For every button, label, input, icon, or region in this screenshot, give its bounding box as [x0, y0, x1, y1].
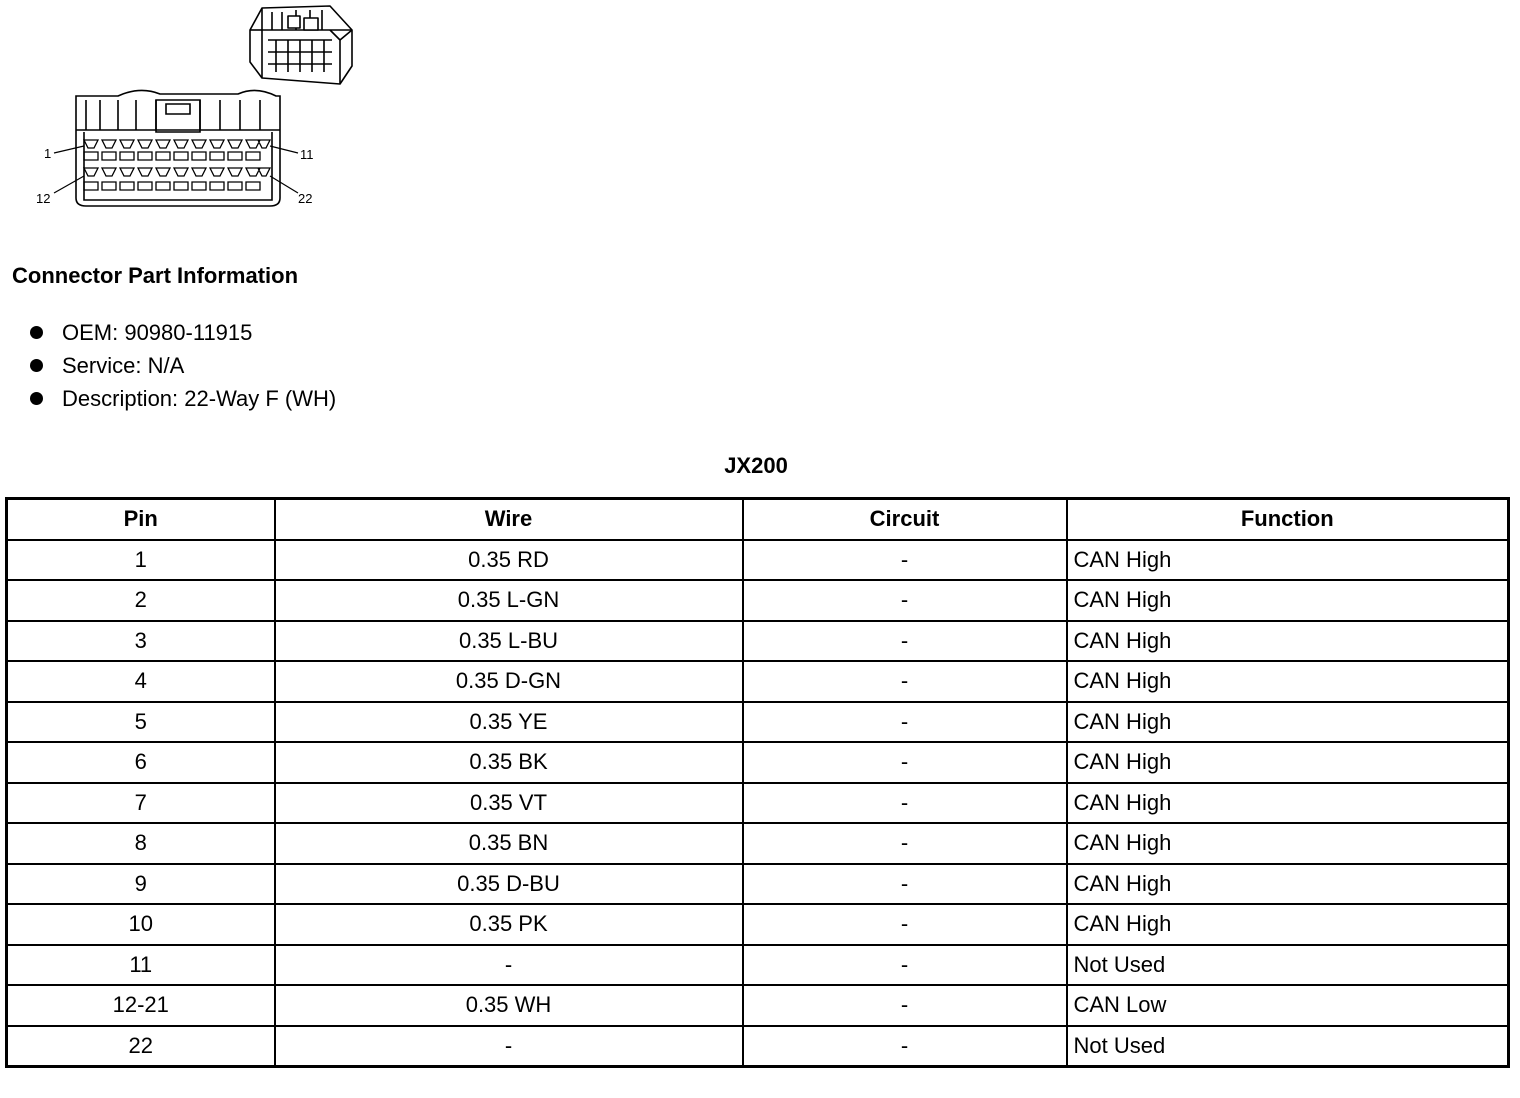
part-info-oem-text: OEM: 90980-11915 — [62, 320, 253, 345]
pin-cell: 1 — [7, 540, 275, 581]
table-row — [7, 945, 1509, 986]
pin-cell: 12-21 — [7, 985, 275, 1026]
pin-cell: 8 — [7, 823, 275, 864]
part-info-service — [28, 349, 336, 382]
wire-cell: 0.35 L-GN — [275, 580, 743, 621]
header-pin: Pin — [7, 499, 275, 540]
wire-cell: 0.35 D-GN — [275, 661, 743, 702]
circuit-cell: - — [743, 783, 1067, 824]
pin-label-12: 12 — [36, 191, 51, 206]
pin-cell: 3 — [7, 621, 275, 662]
table-row — [7, 823, 1509, 864]
table-row — [7, 621, 1509, 662]
table-row — [7, 864, 1509, 905]
function-cell: Not Used — [1067, 1026, 1509, 1067]
connector-table-title: JX200 — [724, 453, 788, 478]
part-info-description — [28, 382, 336, 415]
table-row — [7, 580, 1509, 621]
function-cell: CAN High — [1067, 742, 1509, 783]
circuit-cell: - — [743, 864, 1067, 905]
function-cell: CAN High — [1067, 864, 1509, 905]
table-row — [7, 783, 1509, 824]
pin-cell: 22 — [7, 1026, 275, 1067]
circuit-cell: - — [743, 702, 1067, 743]
circuit-cell: - — [743, 823, 1067, 864]
wire-cell: - — [275, 945, 743, 986]
wire-cell: 0.35 VT — [275, 783, 743, 824]
header-circuit: Circuit — [743, 499, 1067, 540]
wire-cell: 0.35 D-BU — [275, 864, 743, 905]
function-cell: CAN High — [1067, 580, 1509, 621]
header-function: Function — [1067, 499, 1509, 540]
table-row — [7, 904, 1509, 945]
function-cell: CAN High — [1067, 783, 1509, 824]
pin-cell: 5 — [7, 702, 275, 743]
wire-cell: 0.35 PK — [275, 904, 743, 945]
pin-cell: 9 — [7, 864, 275, 905]
pin-cell: 7 — [7, 783, 275, 824]
wire-cell: 0.35 YE — [275, 702, 743, 743]
circuit-cell: - — [743, 904, 1067, 945]
bullet-icon — [30, 392, 43, 405]
function-cell: CAN High — [1067, 540, 1509, 581]
table-header-row — [7, 499, 1509, 540]
circuit-cell: - — [743, 661, 1067, 702]
function-cell: CAN High — [1067, 661, 1509, 702]
pin-label-1: 1 — [44, 146, 52, 161]
function-cell: CAN Low — [1067, 985, 1509, 1026]
wire-cell: 0.35 BN — [275, 823, 743, 864]
circuit-cell: - — [743, 945, 1067, 986]
pin-label-22: 22 — [298, 191, 313, 206]
pinout-table-body — [7, 540, 1509, 1067]
table-row — [7, 742, 1509, 783]
function-cell: CAN High — [1067, 904, 1509, 945]
circuit-cell: - — [743, 1026, 1067, 1067]
circuit-cell: - — [743, 540, 1067, 581]
connector-illustration — [30, 0, 370, 215]
function-cell: Not Used — [1067, 945, 1509, 986]
function-cell: CAN High — [1067, 702, 1509, 743]
table-row — [7, 985, 1509, 1026]
connector-part-info-heading: Connector Part Information — [12, 263, 299, 288]
pin-cell: 4 — [7, 661, 275, 702]
bullet-icon — [30, 326, 43, 339]
table-row — [7, 702, 1509, 743]
circuit-cell: - — [743, 985, 1067, 1026]
wire-cell: 0.35 L-BU — [275, 621, 743, 662]
function-cell: CAN High — [1067, 621, 1509, 662]
pin-label-11: 11 — [300, 147, 314, 162]
circuit-cell: - — [743, 580, 1067, 621]
pin-cell: 6 — [7, 742, 275, 783]
pin-cell: 2 — [7, 580, 275, 621]
bullet-icon — [30, 359, 43, 372]
table-row — [7, 540, 1509, 581]
part-info-description-text: Description: 22-Way F (WH) — [62, 386, 337, 411]
circuit-cell: - — [743, 621, 1067, 662]
table-row — [7, 1026, 1509, 1067]
wire-cell: 0.35 BK — [275, 742, 743, 783]
table-row — [7, 661, 1509, 702]
pin-cell: 11 — [7, 945, 275, 986]
function-cell: CAN High — [1067, 823, 1509, 864]
pinout-table — [5, 497, 1510, 1068]
circuit-cell: - — [743, 742, 1067, 783]
part-info-oem — [28, 316, 336, 349]
header-wire: Wire — [275, 499, 743, 540]
wire-cell: 0.35 RD — [275, 540, 743, 581]
connector-isometric-icon — [250, 6, 352, 84]
part-info-service-text: Service: N/A — [62, 353, 185, 378]
pin-cell: 10 — [7, 904, 275, 945]
wire-cell: 0.35 WH — [275, 985, 743, 1026]
part-info-list — [28, 316, 336, 415]
wire-cell: - — [275, 1026, 743, 1067]
